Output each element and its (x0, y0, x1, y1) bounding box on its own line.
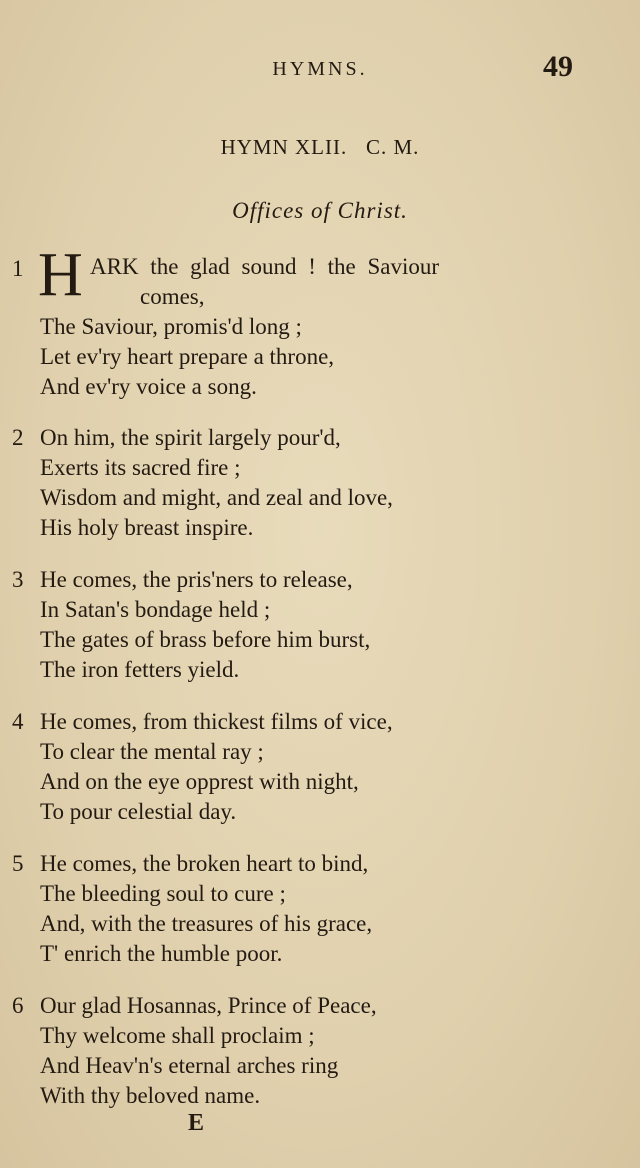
stanza-line: He comes, from thickest films of vice, (40, 709, 393, 734)
stanza-line: Exerts its sacred fire ; (40, 455, 241, 480)
stanza-number: 5 (12, 851, 24, 876)
stanza-line: Let ev'ry heart prepare a throne, (40, 344, 335, 369)
stanza-line: And ev'ry voice a song. (40, 374, 257, 399)
stanza-line: With thy beloved name. (40, 1083, 261, 1108)
stanza-line: In Satan's bondage held ; (40, 597, 271, 622)
stanza-line: And on the eye opprest with night, (40, 769, 359, 794)
stanza-line: To clear the mental ray ; (40, 739, 264, 764)
stanza-line: Wisdom and might, and zeal and love, (40, 485, 393, 510)
stanza-line: And Heav'n's eternal arches ring (40, 1053, 339, 1078)
stanza-line: And, with the treasures of his grace, (40, 911, 373, 936)
stanza-number: 3 (12, 567, 24, 592)
stanza-line: Our glad Hosannas, Prince of Peace, (40, 993, 377, 1018)
stanza-number: 6 (12, 993, 24, 1018)
stanza-line: Thy welcome shall proclaim ; (40, 1023, 315, 1048)
hymn-title: HYMN XLII. C. M. (220, 135, 420, 159)
hymn-subtitle: Offices of Christ. (232, 198, 408, 223)
stanza-line: The bleeding soul to cure ; (40, 881, 286, 906)
stanza-number: 2 (12, 425, 24, 450)
stanza-line: The Saviour, promis'd long ; (40, 314, 302, 339)
stanza-number: 4 (12, 709, 24, 734)
stanza-line: comes, (140, 284, 205, 309)
drop-cap: H (38, 241, 83, 309)
stanza-line: The iron fetters yield. (40, 657, 240, 682)
stanza-line: ARK the glad sound ! the Saviour (90, 254, 440, 279)
stanza-line: The gates of brass before him burst, (40, 627, 371, 652)
signature-mark: E (188, 1110, 205, 1136)
stanza-line: To pour celestial day. (40, 799, 237, 824)
stanza-line: On him, the spirit largely pour'd, (40, 425, 341, 450)
stanza-line: He comes, the pris'ners to release, (40, 567, 353, 592)
stanza-number: 1 (12, 256, 24, 281)
stanza-line: T' enrich the humble poor. (40, 941, 283, 966)
running-head: HYMNS. (272, 58, 368, 80)
stanza-line: His holy breast inspire. (40, 515, 254, 540)
page-number: 49 (543, 50, 573, 83)
stanza-line: He comes, the broken heart to bind, (40, 851, 369, 876)
